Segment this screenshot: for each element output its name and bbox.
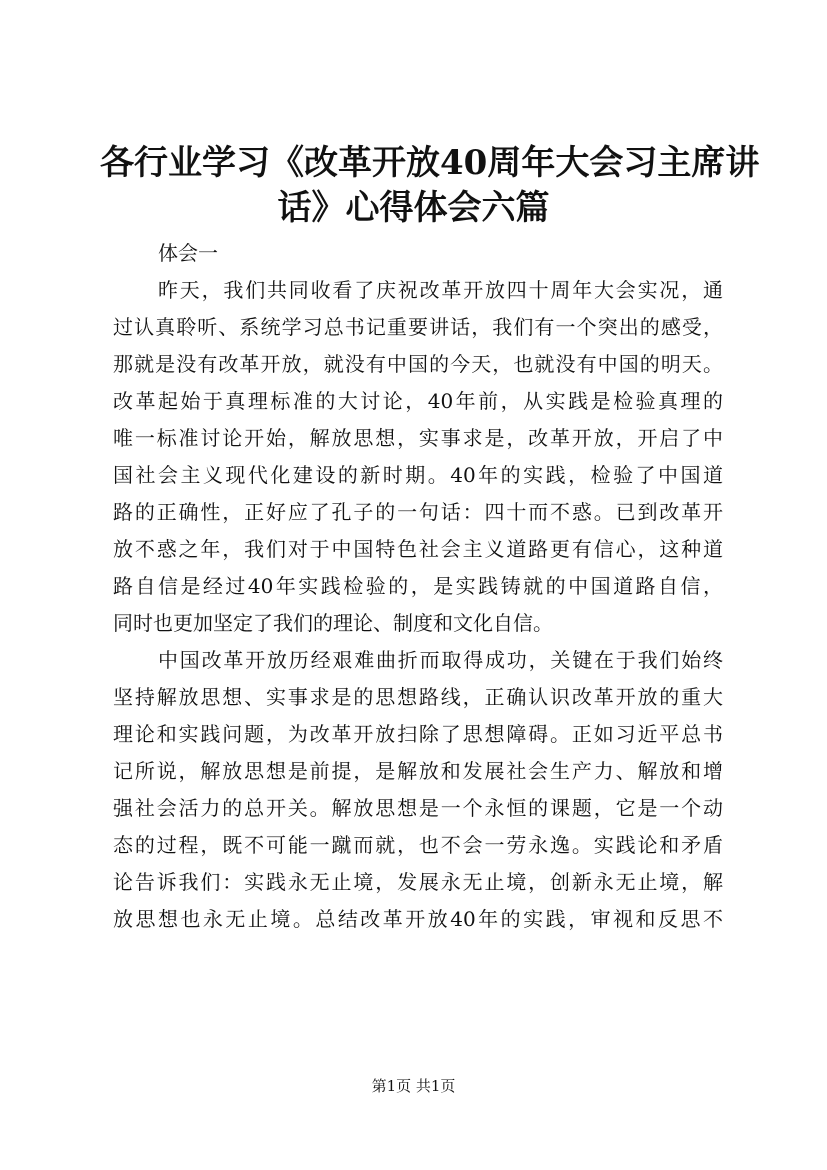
paragraph-1-line-4: 改革起始于真理标准的大讨论，40年前，从实践是检验真理的 xyxy=(113,389,723,413)
document-title xyxy=(100,141,760,231)
paragraph-1-line-10: 同时也更加坚定了我们的理论、制度和文化自信。 xyxy=(113,611,553,635)
paragraph-2-line-2: 坚持解放思想、实事求是的思想路线，正确认识改革开放的重大 xyxy=(113,685,723,709)
paragraph-1-line-5: 唯一标准讨论开始，解放思想，实事求是，改革开放，开启了中 xyxy=(113,426,723,450)
section-heading: 体会一 xyxy=(158,241,218,265)
paragraph-2-line-3: 理论和实践问题，为改革开放扫除了思想障碍。正如习近平总书 xyxy=(113,722,723,746)
paragraph-1-line-7: 路的正确性，正好应了孔子的一句话：四十而不惑。已到改革开 xyxy=(113,500,723,524)
paragraph-2-line-8: 放思想也永无止境。总结改革开放40年的实践，审视和反思不 xyxy=(113,907,723,931)
paragraph-1-line-6: 国社会主义现代化建设的新时期。40年的实践，检验了中国道 xyxy=(113,463,723,487)
paragraph-1-line-8: 放不惑之年，我们对于中国特色社会主义道路更有信心，这种道 xyxy=(113,537,723,561)
paragraph-1 xyxy=(113,272,723,642)
paragraph-1-line-9: 路自信是经过40年实践检验的，是实践铸就的中国道路自信， xyxy=(113,574,723,598)
title-line-1: 各行业学习《改革开放40周年大会习主席讲 xyxy=(100,143,760,183)
paragraph-1-line-3: 那就是没有改革开放，就没有中国的今天，也就没有中国的明天。 xyxy=(113,352,723,376)
paragraph-2 xyxy=(113,642,723,938)
title-line-2: 话》心得体会六篇 xyxy=(277,188,550,228)
paragraph-2-line-5: 强社会活力的总开关。解放思想是一个永恒的课题，它是一个动 xyxy=(113,796,723,820)
paragraph-1-line-1: 昨天，我们共同收看了庆祝改革开放四十周年大会实况，通 xyxy=(158,278,723,302)
paragraph-2-line-6: 态的过程，既不可能一蹴而就，也不会一劳永逸。实践论和矛盾 xyxy=(113,833,723,857)
paragraph-2-line-7: 论告诉我们：实践永无止境，发展永无止境，创新永无止境，解 xyxy=(113,870,723,894)
paragraph-2-line-4: 记所说，解放思想是前提，是解放和发展社会生产力、解放和增 xyxy=(113,759,723,783)
paragraph-2-line-1: 中国改革开放历经艰难曲折而取得成功，关键在于我们始终 xyxy=(158,648,723,672)
page-footer: 第1页 共1页 xyxy=(371,1077,456,1095)
paragraph-1-line-2: 过认真聆听、系统学习总书记重要讲话，我们有一个突出的感受， xyxy=(113,315,723,339)
document-body xyxy=(113,235,723,938)
